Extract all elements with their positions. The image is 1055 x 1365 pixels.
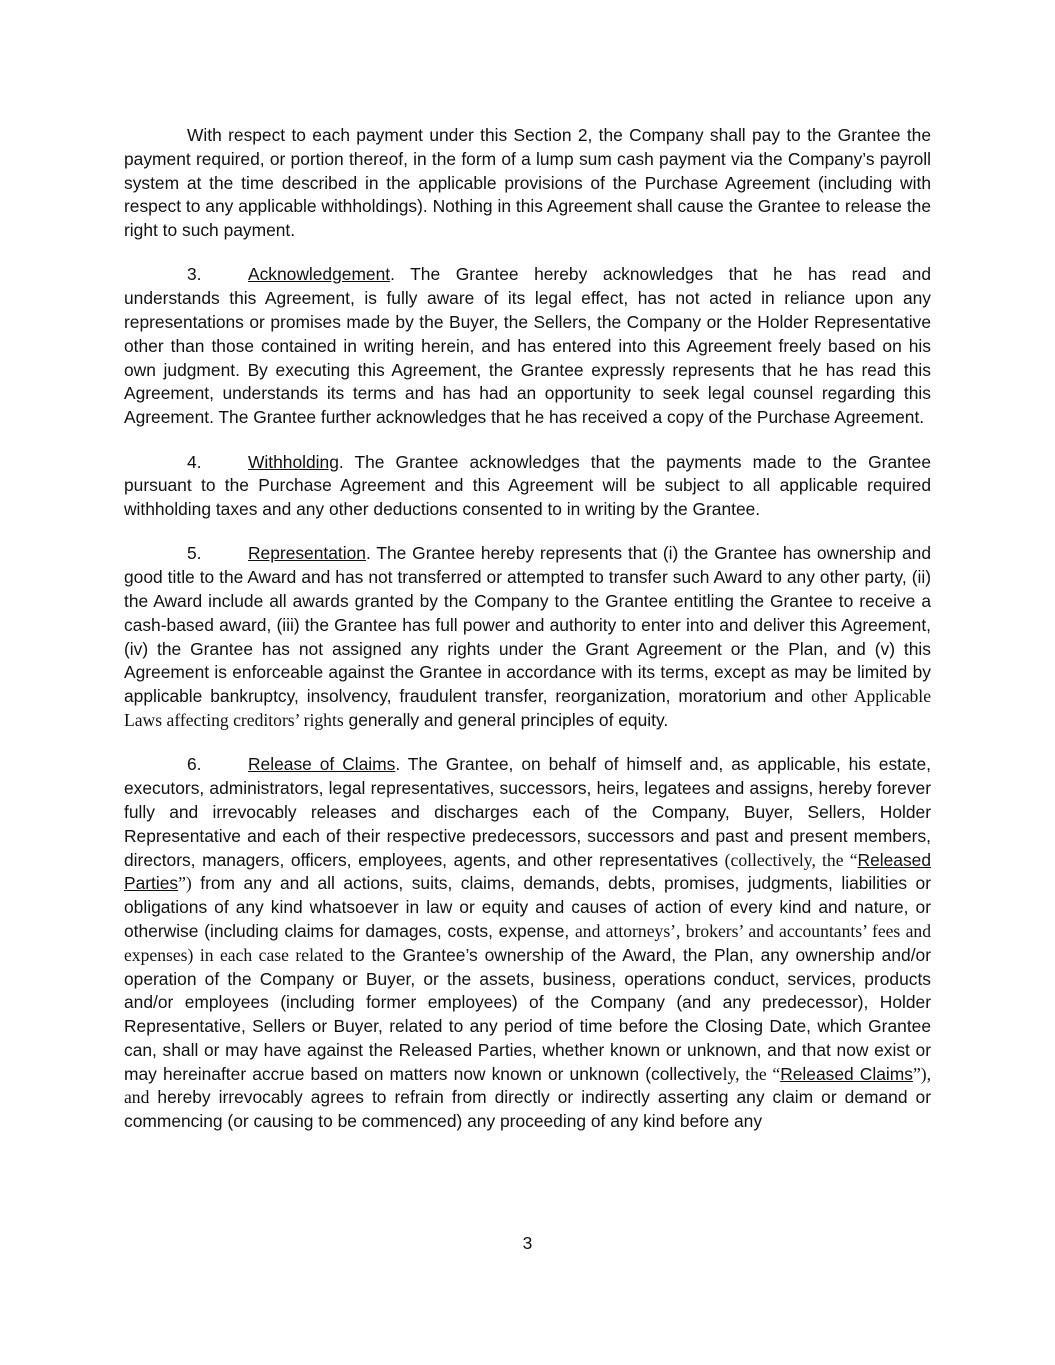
section-text-serif: ly, the “ bbox=[722, 1063, 781, 1084]
section-text-end: generally and general principles of equity. bbox=[343, 710, 669, 731]
section-text: . The Grantee acknowledges that the payments made to the Grantee pursuant to the Purchase Agreement and this Agreement will be subject to all applicable required withholding taxes and any other deductions consented to in writing by the Grantee. bbox=[124, 451, 931, 520]
section-heading: Representation bbox=[248, 543, 366, 564]
section-text: to the Grantee’s ownership of the Award, the Plan, any ownership and/or operation of the Company or Buyer, or the assets, business, operations conduct, services, products and/or employees (including former employees) of the Company (and any predecessor), Holder Representative, Sellers or Buyer, related to any period of time before the Closing Date, which Grantee can, shall or may have against the Released Parties, whether known or unknown, and that now exist or may hereinafter accrue based on matters now known or unknown (collective bbox=[124, 944, 931, 1084]
section-text-serif: and attorneys’, brokers’ and accountants’ fees and expenses) in each case related bbox=[124, 920, 931, 965]
section-text: . The Grantee, on behalf of himself and, as applicable, his estate, executors, administrators, legal representatives, successors, heirs, legatees and assigns, hereby forever fully and irrevocably releases and discharges each of the Company, Buyer, Sellers, Holder Representative and each of their respective predecessors, successors and past and present members, directors, managers, officers, employees, agents, and other representatives bbox=[124, 754, 931, 870]
section-text: from any and all actions, suits, claims, demands, debts, promises, judgments, liabilities or obligations of any kind whatsoever in law or equity and causes of action of every kind and nature, or otherwise (including claims for damages, costs, expense, bbox=[124, 873, 931, 941]
paragraph-text: With respect to each payment under this Section 2, the Company shall pay to the Grantee the payment required, or portion thereof, in the form of a lump sum cash payment via the Company’s payroll system at the time described in the applicable provisions of the Purchase Agreement (including with respect to any applicable withholdings). Nothing in this Agreement shall cause the Grantee to release the right to such payment. bbox=[124, 125, 931, 241]
section-text-serif: (collectively, the “ bbox=[724, 849, 858, 870]
section-number: 6. bbox=[187, 754, 202, 775]
section-6-release-of-claims bbox=[124, 753, 931, 1134]
document-page bbox=[124, 124, 931, 1155]
paragraph-payment bbox=[124, 124, 931, 243]
section-number: 3. bbox=[187, 264, 202, 285]
defined-term-released-claims: Released Claims bbox=[780, 1063, 913, 1084]
section-number: 5. bbox=[187, 543, 202, 564]
section-text: hereby irrevocably agrees to refrain from directly or indirectly asserting any claim or demand or commencing (or causing to be commenced) any proceeding of any kind before any bbox=[124, 1087, 931, 1132]
section-5-representation bbox=[124, 542, 931, 732]
section-4-withholding bbox=[124, 451, 931, 522]
section-text-serif: ”), and bbox=[124, 1063, 932, 1108]
section-heading: Withholding bbox=[248, 451, 339, 472]
defined-term-released-parties: Released Parties bbox=[124, 849, 931, 894]
page-number: 3 bbox=[522, 1233, 533, 1253]
section-heading: Release of Claims bbox=[248, 754, 396, 775]
section-text: . The Grantee hereby represents that (i) the Grantee has ownership and good title to the Award and has not transferred or attempted to transfer such Award to any other party, (ii) the Award include all awards granted by the Company to the Grantee entitling the Grantee to receive a cash-based award, (iii) the Grantee has full power and authority to enter into and deliver this Agreement, (iv) the Grantee has not assigned any rights under the Grant Agreement or the Plan, and (v) this Agreement is enforceable against the Grantee in accordance with its terms, except as may be limited by applicable bankruptcy, insolvency, fraudulent transfer, reorganization, moratorium and bbox=[124, 543, 931, 707]
section-3-acknowledgement bbox=[124, 263, 931, 430]
section-heading: Acknowledgement bbox=[248, 264, 391, 285]
section-text-serif: ”) bbox=[178, 873, 192, 894]
section-number: 4. bbox=[187, 451, 202, 472]
section-text-serif: other Applicable Laws affecting creditors’ rights bbox=[124, 686, 932, 731]
section-text: . The Grantee hereby acknowledges that he has read and understands this Agreement, is fully aware of its legal effect, has not acted in reliance upon any representations or promises made by the Buyer, the Sellers, the Company or the Holder Representative other than those contained in writing herein, and has entered into this Agreement freely based on his own judgment. By executing this Agreement, the Grantee expressly represents that he has read this Agreement, understands its terms and has had an opportunity to seek legal counsel regarding this Agreement. The Grantee further acknowledges that he has received a copy of the Purchase Agreement. bbox=[124, 264, 931, 428]
